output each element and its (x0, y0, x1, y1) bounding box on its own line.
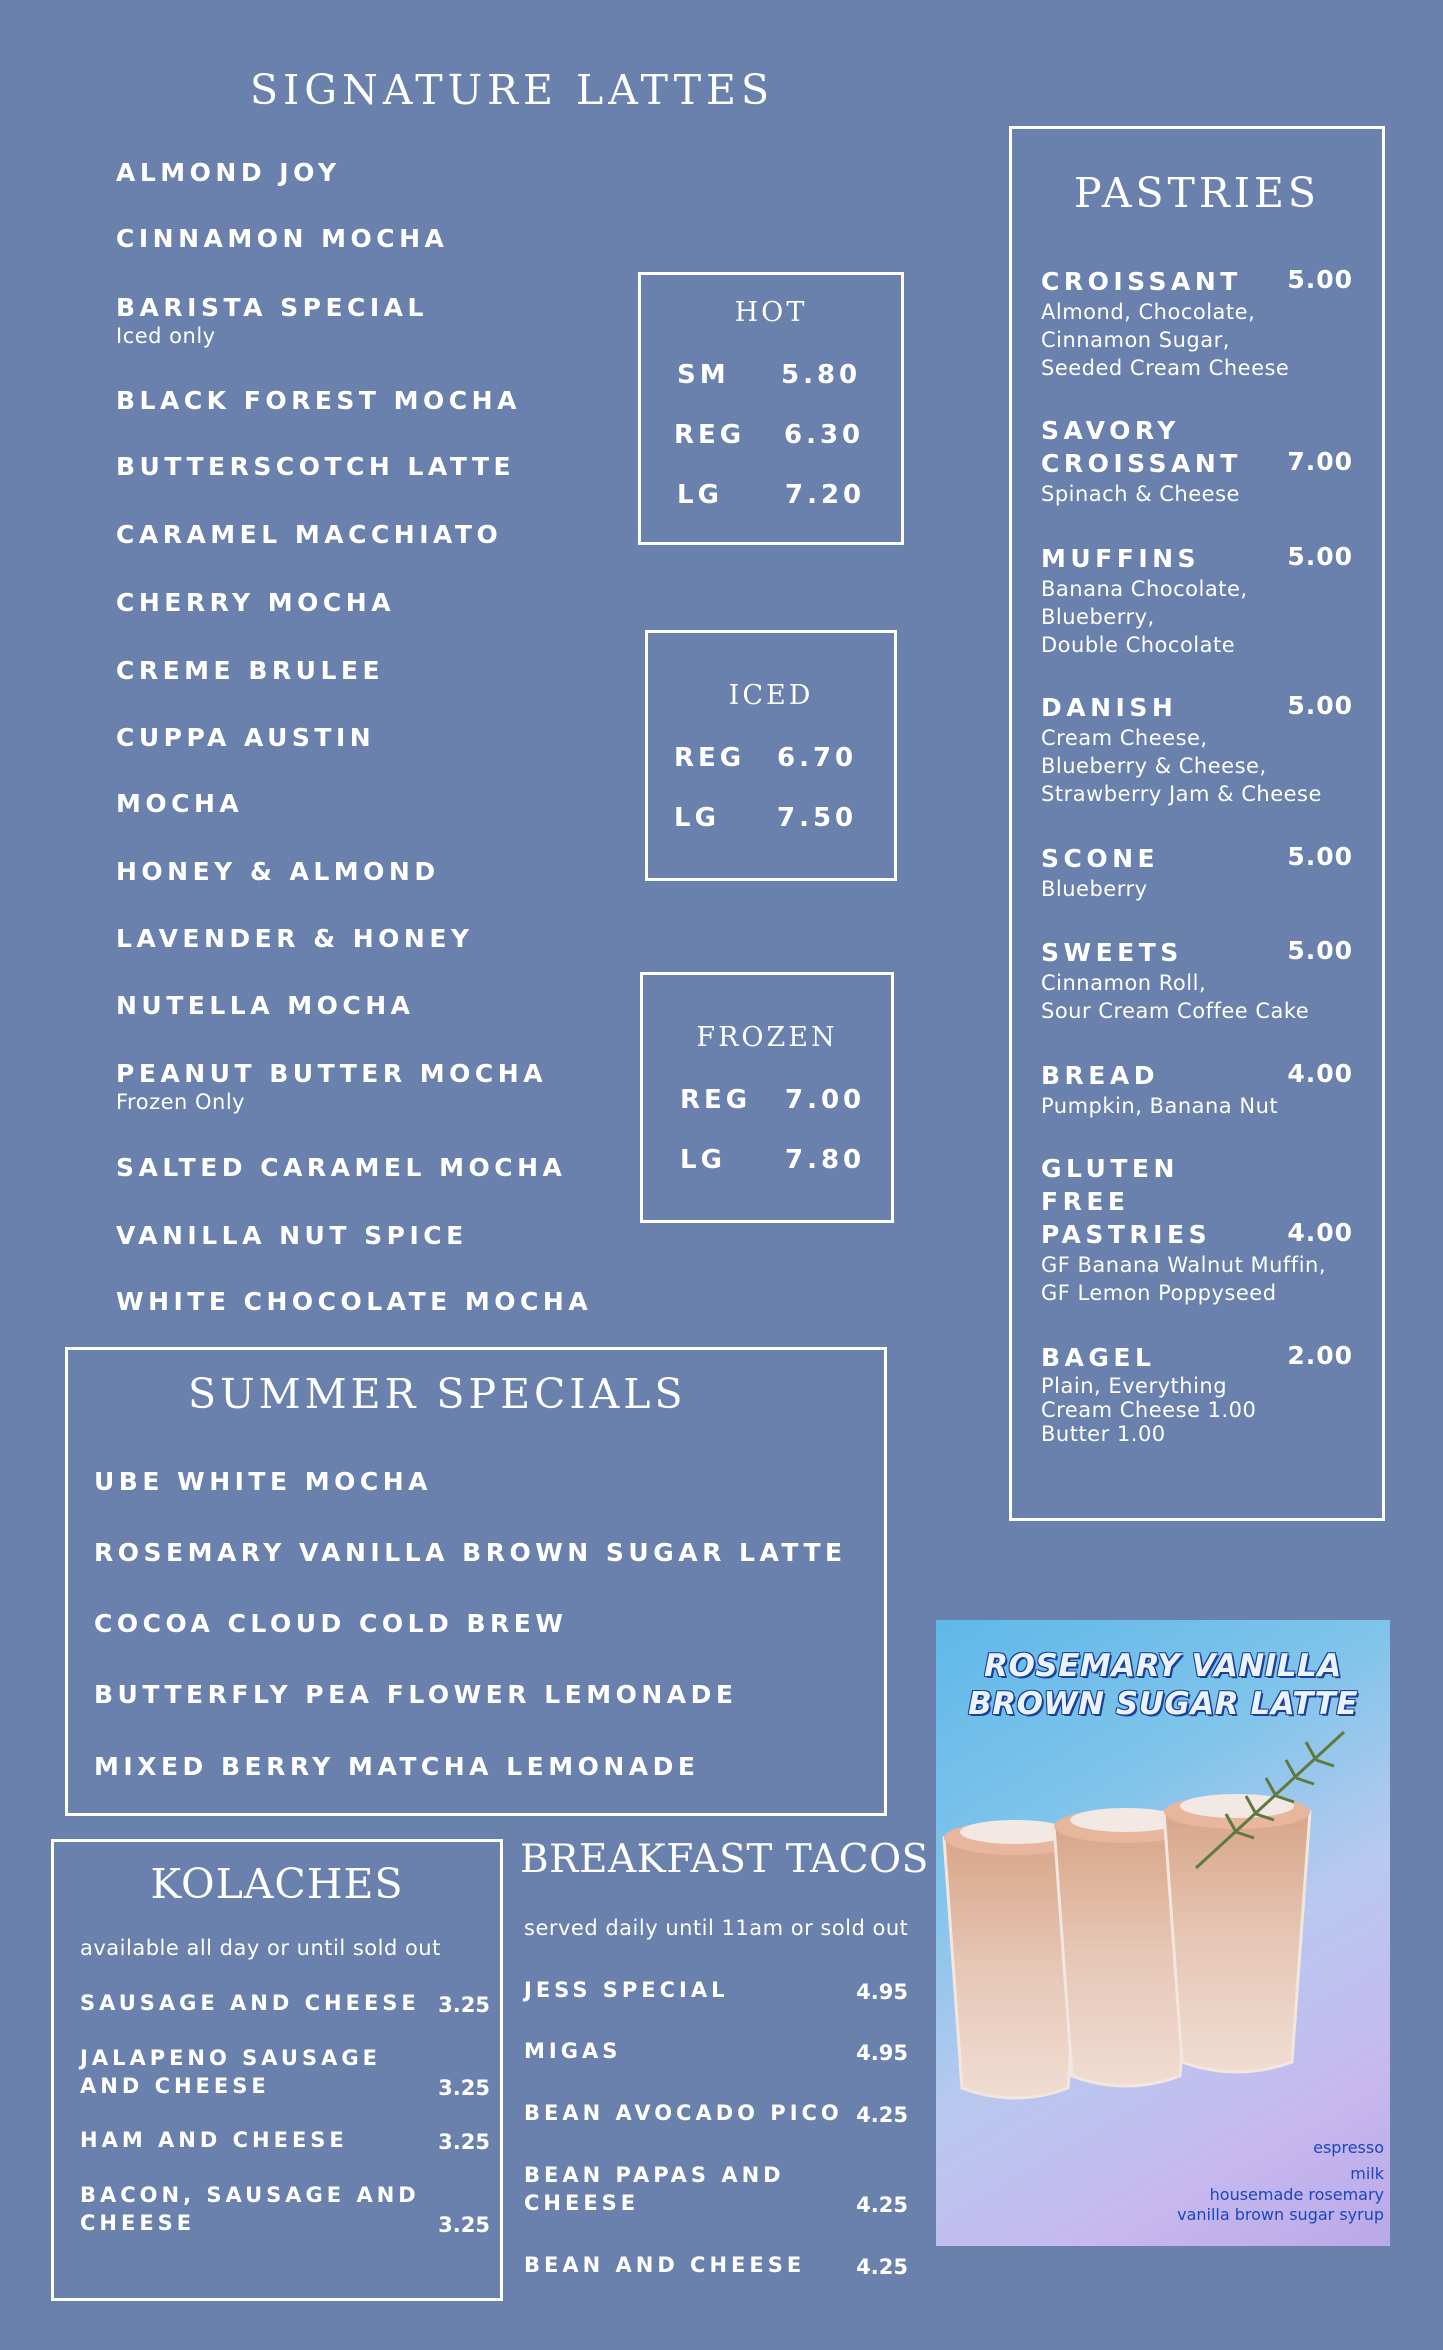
pastry-desc: Cinnamon Sugar, (1041, 328, 1230, 352)
pastry-desc: Seeded Cream Cheese (1041, 356, 1290, 380)
kolache-item (80, 2044, 490, 2100)
list-item (116, 656, 384, 685)
list-item (116, 991, 415, 1020)
item-name: LAVENDER & HONEY (116, 924, 474, 953)
list-item (116, 386, 521, 415)
item-note: Iced only (116, 324, 216, 348)
pastry-desc: Butter 1.00 (1041, 1422, 1166, 1446)
promo-ingredient: vanilla brown sugar syrup (1177, 2205, 1384, 2224)
taco-item (524, 2161, 908, 2217)
kolache-item (80, 1989, 490, 2017)
item-name: SALTED CARAMEL MOCHA (116, 1153, 567, 1182)
list-item (116, 158, 341, 187)
pastry-item (1041, 1152, 1353, 1307)
price-value: 7.50 (777, 803, 858, 833)
item-name: CARAMEL MACCHIATO (116, 520, 503, 549)
pastry-desc: Plain, Everything (1041, 1374, 1228, 1398)
pastry-name: SCONE (1041, 844, 1160, 873)
kolache-name: JALAPENO SAUSAGE (80, 2046, 381, 2070)
price-value: 7.00 (785, 1085, 866, 1115)
pastry-price: 5.00 (1287, 542, 1353, 571)
pastry-name: DANISH (1041, 693, 1178, 722)
item-name: CREME BRULEE (116, 656, 385, 685)
kolache-item (80, 2181, 490, 2237)
list-item (116, 520, 502, 549)
list-item: ROSEMARY VANILLA BROWN SUGAR LATTE (94, 1538, 847, 1567)
kolaches-subtitle: available all day or until sold out (80, 1936, 441, 1960)
pastry-item (1041, 691, 1353, 808)
list-item (116, 1221, 468, 1250)
item-name: BARISTA SPECIAL (116, 293, 428, 322)
taco-name: BEAN AND CHEESE (524, 2253, 806, 2277)
price-value: 6.30 (784, 420, 865, 450)
promo-ingredient: espresso (1313, 2138, 1384, 2157)
item-name: CHERRY MOCHA (116, 588, 396, 617)
pastry-item (1041, 542, 1353, 659)
list-item (116, 924, 474, 953)
price-value: 7.20 (785, 480, 866, 510)
item-name: BUTTERSCOTCH LATTE (116, 452, 516, 481)
kolache-price: 3.25 (438, 2213, 490, 2237)
signature-lattes-title: SIGNATURE LATTES (250, 66, 775, 114)
pastry-desc: Strawberry Jam & Cheese (1041, 782, 1322, 806)
promo-title: ROSEMARY VANILLA (984, 1648, 1342, 1684)
taco-item (524, 1976, 908, 2004)
promo-poster (936, 1620, 1390, 2246)
promo-title: BROWN SUGAR LATTE (968, 1686, 1358, 1722)
pastry-desc: Blueberry, (1041, 605, 1155, 629)
pastry-name: SAVORY (1041, 416, 1180, 445)
size-label: REG (680, 1085, 752, 1115)
item-name: ALMOND JOY (116, 158, 341, 187)
price-box-title: FROZEN (696, 1022, 838, 1053)
pastry-price: 2.00 (1287, 1341, 1353, 1370)
summer-specials-panel (65, 1347, 887, 1816)
item-name: CINNAMON MOCHA (116, 224, 449, 253)
size-label: LG (677, 480, 723, 510)
pastry-item (1041, 936, 1353, 1025)
taco-name: JESS SPECIAL (524, 1978, 729, 2002)
pastry-price: 5.00 (1287, 691, 1353, 720)
list-item (116, 723, 375, 752)
promo-ingredient: housemade rosemary (1209, 2185, 1384, 2204)
price-value: 7.80 (785, 1145, 866, 1175)
size-label: LG (680, 1145, 726, 1175)
pastry-price: 5.00 (1287, 842, 1353, 871)
pastry-desc: Spinach & Cheese (1041, 482, 1240, 506)
item-name: VANILLA NUT SPICE (116, 1221, 468, 1250)
pastry-item (1041, 1341, 1353, 1446)
pastries-title: PASTRIES (1074, 169, 1320, 217)
pastry-desc: Banana Chocolate, (1041, 577, 1248, 601)
list-item (116, 588, 395, 617)
size-label: SM (677, 360, 730, 390)
iced-price-box (645, 630, 897, 881)
pastry-desc: Cinnamon Roll, (1041, 971, 1207, 995)
size-label: REG (674, 420, 746, 450)
list-item: COCOA CLOUD COLD BREW (94, 1609, 568, 1638)
pastry-price: 4.00 (1287, 1059, 1353, 1088)
pastry-name: FREE (1041, 1187, 1130, 1216)
pastry-desc: Double Chocolate (1041, 633, 1236, 657)
pastry-desc: GF Lemon Poppyseed (1041, 1281, 1277, 1305)
kolache-name: HAM AND CHEESE (80, 2128, 348, 2152)
price-box-title: HOT (734, 297, 808, 328)
pastry-name: SWEETS (1041, 938, 1183, 967)
taco-name: BEAN AVOCADO PICO (524, 2101, 843, 2125)
price-value: 5.80 (781, 360, 862, 390)
taco-price: 4.95 (856, 1980, 908, 2004)
list-item (116, 452, 515, 481)
list-item (116, 857, 440, 886)
list-item (116, 789, 243, 818)
taco-name: BEAN PAPAS AND (524, 2163, 785, 2187)
taco-item (524, 2251, 908, 2279)
pastry-name: MUFFINS (1041, 544, 1201, 573)
hot-price-box (638, 272, 904, 545)
item-name: PEANUT BUTTER MOCHA (116, 1059, 548, 1088)
size-label: LG (674, 803, 720, 833)
list-item: BUTTERFLY PEA FLOWER LEMONADE (94, 1680, 738, 1709)
item-name: MOCHA (116, 789, 244, 818)
list-item (116, 293, 428, 350)
list-item (116, 1287, 592, 1316)
item-name: WHITE CHOCOLATE MOCHA (116, 1287, 593, 1316)
price-value: 6.70 (777, 743, 858, 773)
pastry-price: 5.00 (1287, 265, 1353, 294)
price-box-title: ICED (728, 680, 814, 711)
size-label: REG (674, 743, 746, 773)
item-name: NUTELLA MOCHA (116, 991, 415, 1020)
kolache-price: 3.25 (438, 2130, 490, 2154)
latte-cup (1164, 1794, 1310, 2072)
list-item: UBE WHITE MOCHA (94, 1467, 433, 1496)
pastry-item (1041, 1059, 1353, 1120)
promo-ingredient: milk (1350, 2164, 1384, 2183)
pastry-name: PASTRIES (1041, 1220, 1212, 1249)
kolache-name: BACON, SAUSAGE AND (80, 2183, 420, 2207)
list-item (116, 1059, 547, 1116)
pastry-item (1041, 842, 1353, 903)
pastry-name: BAGEL (1041, 1343, 1156, 1372)
pastry-name: BREAD (1041, 1061, 1159, 1090)
pastry-price: 5.00 (1287, 936, 1353, 965)
kolache-item (80, 2126, 490, 2154)
taco-name: MIGAS (524, 2039, 622, 2063)
pastry-desc: Blueberry (1041, 877, 1148, 901)
frozen-price-box (640, 972, 894, 1223)
pastry-name: CROISSANT (1041, 449, 1242, 478)
taco-item (524, 2099, 908, 2127)
pastries-panel (1009, 126, 1385, 1521)
item-name: CUPPA AUSTIN (116, 723, 376, 752)
kolache-name: CHEESE (80, 2211, 196, 2235)
kolache-name: AND CHEESE (80, 2074, 270, 2098)
pastry-item (1041, 265, 1353, 382)
breakfast-tacos-subtitle: served daily until 11am or sold out (524, 1916, 909, 1940)
pastry-desc: Almond, Chocolate, (1041, 300, 1256, 324)
kolaches-title: KOLACHES (150, 1860, 404, 1908)
taco-price: 4.25 (856, 2255, 908, 2279)
taco-price: 4.25 (856, 2103, 908, 2127)
taco-name: CHEESE (524, 2191, 640, 2215)
pastry-name: CROISSANT (1041, 267, 1242, 296)
pastry-price: 7.00 (1287, 447, 1353, 476)
pastry-desc: Sour Cream Coffee Cake (1041, 999, 1310, 1023)
kolache-price: 3.25 (438, 2076, 490, 2100)
list-item: MIXED BERRY MATCHA LEMONADE (94, 1752, 700, 1781)
kolache-price: 3.25 (438, 1993, 490, 2017)
taco-price: 4.95 (856, 2041, 908, 2065)
item-name: BLACK FOREST MOCHA (116, 386, 521, 415)
list-item (116, 224, 448, 253)
pastry-name: GLUTEN (1041, 1154, 1179, 1183)
breakfast-tacos-title: BREAKFAST TACOS (520, 1837, 929, 1882)
pastry-item (1041, 414, 1353, 508)
pastry-desc: Cream Cheese 1.00 (1041, 1398, 1257, 1422)
item-name: HONEY & ALMOND (116, 857, 440, 886)
kolaches-panel (51, 1839, 503, 2301)
taco-item (524, 2037, 908, 2065)
pastry-desc: Blueberry & Cheese, (1041, 754, 1267, 778)
list-item (116, 1153, 566, 1182)
pastry-price: 4.00 (1287, 1218, 1353, 1247)
kolache-name: SAUSAGE AND CHEESE (80, 1991, 420, 2015)
pastry-desc: Cream Cheese, (1041, 726, 1208, 750)
item-note: Frozen Only (116, 1090, 246, 1114)
pastry-desc: GF Banana Walnut Muffin, (1041, 1253, 1327, 1277)
pastry-desc: Pumpkin, Banana Nut (1041, 1094, 1279, 1118)
summer-specials-title: SUMMER SPECIALS (188, 1370, 687, 1418)
taco-price: 4.25 (856, 2193, 908, 2217)
